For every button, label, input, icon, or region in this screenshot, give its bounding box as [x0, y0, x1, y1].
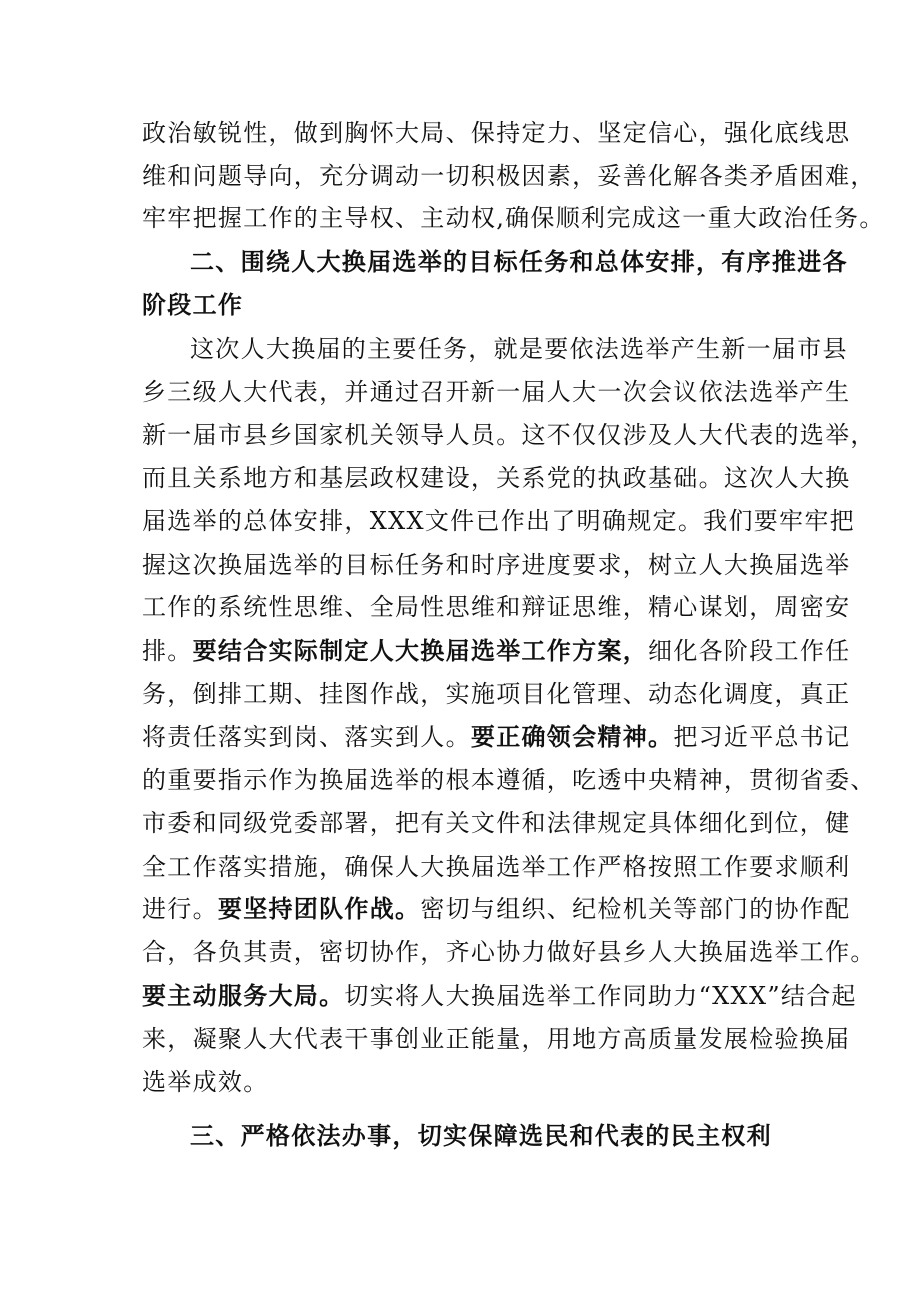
section-heading: 阶段工作 [142, 290, 244, 319]
paragraph-line: 的重要指示作为换届选举的根本遵循，吃透中央精神，贯彻省委、 [142, 766, 876, 794]
paragraph-text: 进行。 [142, 895, 218, 923]
emphasis-text: 要坚持团队作战。 [217, 894, 421, 923]
paragraph-line: 全工作落实措施，确保人大换届选举工作严格按照工作要求顺利 [142, 853, 851, 881]
paragraph-line: 务，倒排工期、挂图作战，实施项目化管理、动态化调度，真正 [142, 680, 851, 708]
paragraph-line: 这次人大换届的主要任务，就是要依法选举产生新一届市县 [190, 335, 848, 363]
paragraph-text: 切实将人大换届选举工作同助力“XXX”结合起 [344, 982, 857, 1010]
paragraph-line: 维和问题导向，充分调动一切积极因素，妥善化解各类矛盾困难， [142, 162, 876, 190]
paragraph-line [142, 716, 851, 758]
paragraph-line: 握这次换届选举的目标任务和时序进度要求，树立人大换届选举 [142, 551, 851, 579]
paragraph-text: 密切与组织、纪检机关等部门的协作配 [420, 895, 851, 923]
paragraph-line: 乡三级人大代表，并通过召开新一届人大一次会议依法选举产生 [142, 378, 851, 406]
paragraph-text: 把习近平总书记 [673, 723, 851, 751]
paragraph-text: 排。 [142, 637, 193, 665]
paragraph-line [142, 975, 857, 1017]
emphasis-text: 要正确领会精神。 [470, 722, 674, 751]
paragraph-line: 届选举的总体安排，XXX文件已作出了明确规定。我们要牢牢把 [142, 507, 855, 535]
paragraph-line: 新一届市县乡国家机关领导人员。这不仅仅涉及人大代表的选举， [142, 421, 876, 449]
paragraph-line: 选举成效。 [142, 1068, 269, 1096]
paragraph-line: 工作的系统性思维、全局性思维和辩证思维，精心谋划，周密安 [142, 593, 851, 621]
paragraph-line: 市委和同级党委部署，把有关文件和法律规定具体细化到位，健 [142, 809, 851, 837]
paragraph-line: 合，各负其责，密切协作，齐心协力做好县乡人大换届选举工作。 [142, 938, 876, 966]
emphasis-text: 要主动服务大局。 [142, 981, 345, 1010]
paragraph-line: 来，凝聚人大代表干事创业正能量，用地方高质量发展检验换届 [142, 1025, 851, 1053]
emphasis-text: 要结合实际制定人大换届选举工作方案， [192, 636, 649, 665]
paragraph-line [142, 888, 851, 930]
paragraph-line: 而且关系地方和基层政权建设，关系党的执政基础。这次人大换 [142, 464, 851, 492]
section-heading: 三、严格依法办事，切实保障选民和代表的民主权利 [190, 1121, 772, 1150]
paragraph-line: 政治敏锐性，做到胸怀大局、保持定力、坚定信心，强化底线思 [142, 119, 851, 147]
paragraph-text: 细化各阶段工作任 [648, 637, 851, 665]
paragraph-text: 将责任落实到岗、落实到人。 [142, 723, 471, 751]
section-heading: 二、围绕人大换届选举的目标任务和总体安排，有序推进各 [190, 247, 848, 276]
paragraph-line: 牢牢把握工作的主导权、主动权,确保顺利完成这一重大政治任务。 [142, 204, 885, 232]
paragraph-line [142, 630, 851, 672]
